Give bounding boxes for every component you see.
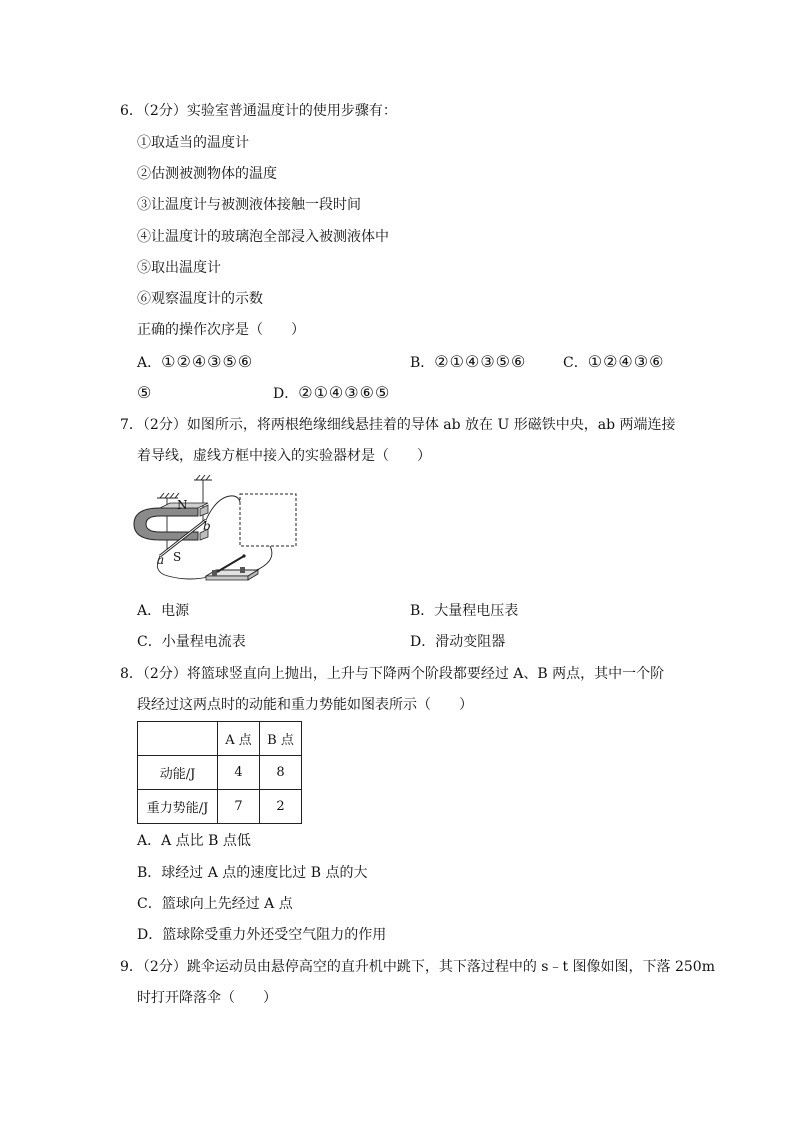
q7-option-d-text: 滑动变阻器	[435, 634, 506, 650]
q8-option-a-text: A 点比 B 点低	[161, 833, 251, 849]
table-row	[138, 790, 302, 824]
q7-option-a-label: A．	[137, 603, 162, 619]
q6-step-1: ①取适当的温度计	[137, 135, 249, 151]
table-cell: 2	[260, 790, 302, 824]
q7-stem-line-2: 着导线，虚线方框中接入的实验器材是（ ）	[137, 448, 431, 464]
q7-option-d-label: D．	[410, 634, 436, 650]
q6-step-6: ⑥观察温度计的示数	[137, 291, 263, 307]
q6-option-a	[137, 352, 253, 373]
table-cell: 动能/J	[138, 756, 218, 790]
table-cell: 4	[218, 756, 260, 790]
table-row	[138, 756, 302, 790]
wire-box-to-switch	[252, 546, 272, 572]
q6-option-c-label: C．	[563, 355, 588, 371]
q6-option-d-text: ②①④③⑥⑤	[298, 383, 391, 402]
q6-step-3: ③让温度计与被测液体接触一段时间	[137, 197, 361, 213]
q6-option-b-text: ②①④③⑤⑥	[434, 352, 527, 371]
q6-option-c	[563, 352, 664, 373]
q7-option-a	[137, 601, 189, 621]
q8-option-c-text: 篮球向上先经过 A 点	[161, 896, 293, 912]
q9-stem-line-1: 9．（2分）跳伞运动员由悬停高空的直升机中跳下，其下落过程中的 s﹣t 图像如图，下落 250m	[120, 959, 715, 975]
q8-stem-line-2: 段经过这两点时的动能和重力势能如图表所示（ ）	[137, 697, 473, 713]
q6-option-a-label: A．	[137, 355, 162, 371]
table-header-cell: A 点	[218, 722, 260, 756]
q7-option-b-label: B．	[410, 603, 435, 619]
q8-option-c	[137, 894, 293, 914]
q6-step-5: ⑤取出温度计	[137, 260, 221, 276]
q8-option-a-label: A．	[137, 833, 162, 849]
rod-end-b: b	[203, 519, 211, 533]
q6-option-c-wrap: ⑤	[137, 383, 153, 402]
ceiling-support-right	[194, 475, 212, 480]
wire-a-to-switch	[157, 556, 212, 579]
q8-option-b-text: 球经过 A 点的速度比过 B 点的大	[161, 865, 368, 881]
q6-option-d-label: D．	[273, 386, 299, 402]
dashed-device-box	[240, 494, 296, 546]
q7-option-a-text: 电源	[161, 603, 190, 619]
u-shaped-magnet	[134, 503, 208, 540]
q8-option-b	[137, 863, 368, 883]
q6-option-c-text: ①②④③⑥	[587, 352, 665, 371]
table-cell: 重力势能/J	[138, 790, 218, 824]
q6-prompt: 正确的操作次序是（ ）	[137, 322, 305, 338]
q6-option-b	[410, 352, 526, 373]
knife-switch	[206, 554, 258, 580]
rod-end-a: a	[157, 553, 165, 567]
q7-option-b	[410, 601, 518, 621]
q6-step-4: ④让温度计的玻璃泡全部浸入被测液体中	[137, 229, 389, 245]
q6-option-d	[273, 383, 390, 404]
q7-stem-line-1: 7．（2分）如图所示，将两根绝缘细线悬挂着的导体 ab 放在 U 形磁铁中央，ab 两端连接	[120, 417, 676, 433]
table-header-cell: B 点	[260, 722, 302, 756]
magnet-pole-s: S	[173, 550, 182, 564]
table-header-row	[138, 722, 302, 756]
q9-stem-line-2: 时打开降落伞（ ）	[137, 990, 277, 1006]
ceiling-support-left	[157, 493, 179, 498]
q7-option-c-label: C．	[137, 634, 162, 650]
q8-stem-line-1: 8．（2分）将篮球竖直向上抛出，上升与下降两个阶段都要经过 A、B 两点，其中一个阶	[120, 666, 665, 682]
q8-energy-table	[137, 721, 302, 824]
q8-option-b-label: B．	[137, 865, 162, 881]
q6-option-b-label: B．	[410, 355, 435, 371]
table-cell: 8	[260, 756, 302, 790]
q6-step-2: ②估测被测物体的温度	[137, 166, 277, 182]
wire-b-to-box	[206, 496, 240, 520]
q7-magnet-circuit-figure	[120, 472, 320, 592]
table-header-cell	[138, 722, 218, 756]
q7-option-b-text: 大量程电压表	[434, 603, 519, 619]
q7-option-c	[137, 632, 246, 652]
q8-option-a	[137, 831, 251, 851]
q8-option-d-label: D．	[137, 927, 163, 943]
q8-option-d	[137, 925, 386, 945]
q8-option-c-label: C．	[137, 896, 162, 912]
q7-option-c-text: 小量程电流表	[161, 634, 246, 650]
magnet-pole-n: N	[177, 498, 188, 512]
table-cell: 7	[218, 790, 260, 824]
q6-option-a-text: ①②④③⑤⑥	[161, 352, 254, 371]
q7-option-d	[410, 632, 505, 652]
q8-option-d-text: 篮球除受重力外还受空气阻力的作用	[162, 927, 387, 943]
q6-stem: 6．（2分）实验室普通温度计的使用步骤有：	[120, 103, 397, 119]
